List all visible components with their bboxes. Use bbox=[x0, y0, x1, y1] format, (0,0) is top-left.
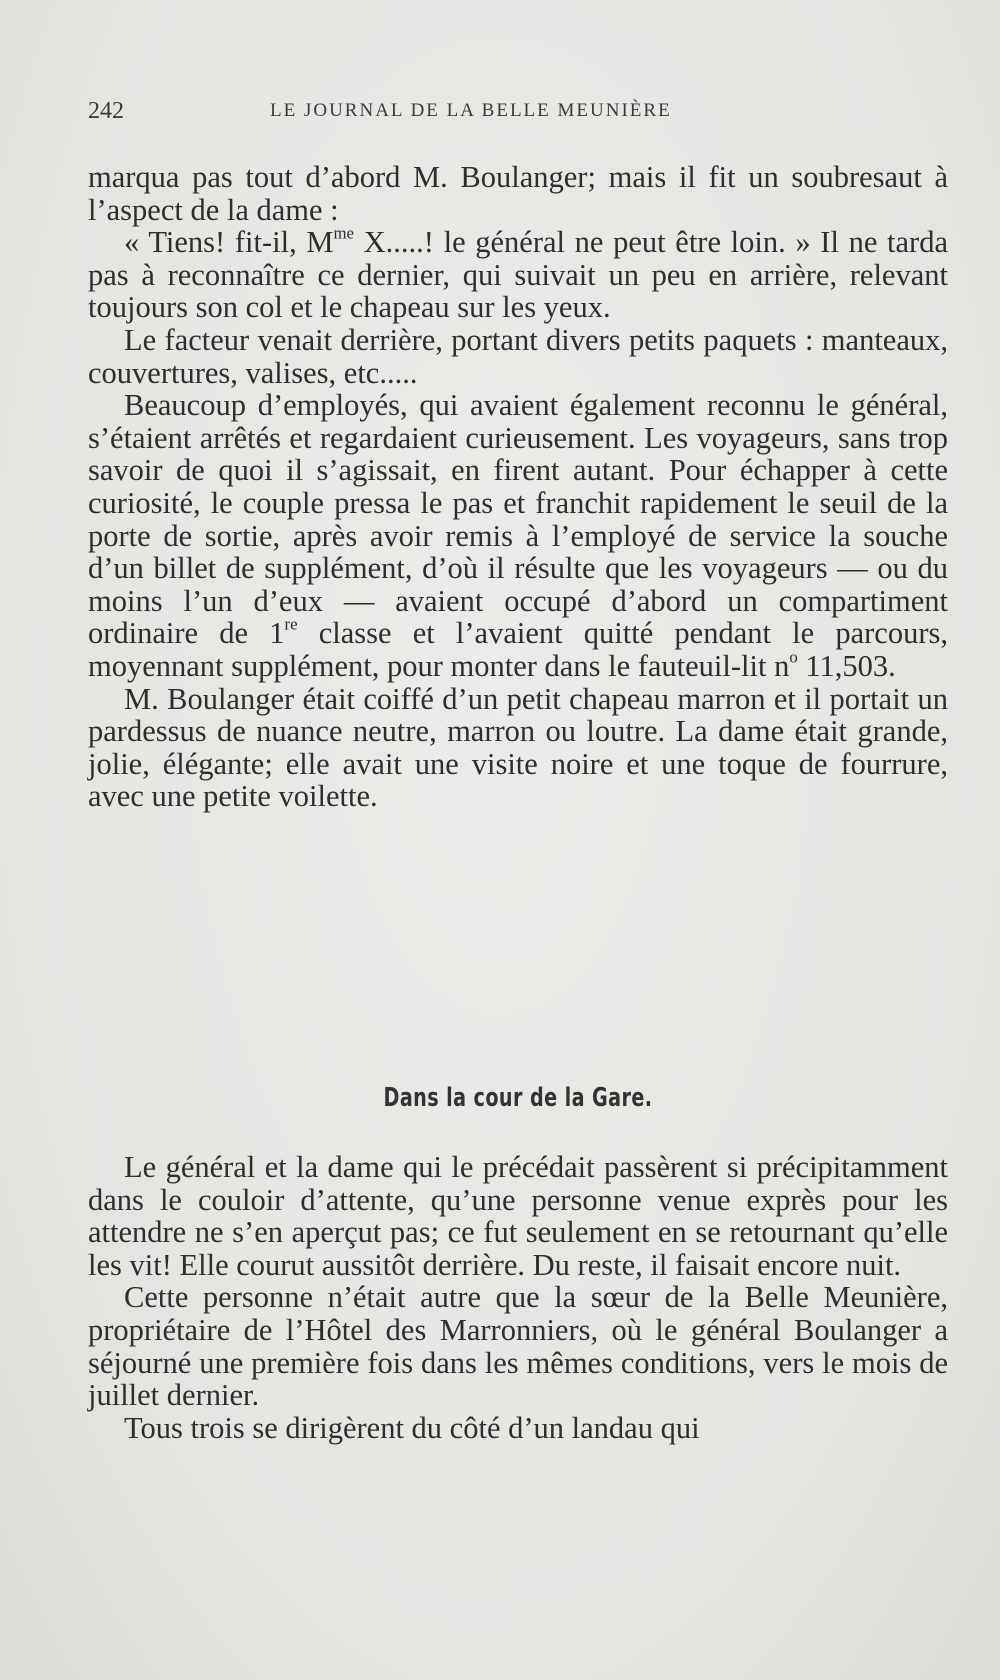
superscript: o bbox=[789, 647, 798, 667]
superscript: me bbox=[333, 223, 354, 243]
paragraph: M. Boulanger était coiffé d’un petit chapeau marron et il portait un pardessus de nuance neutre, marron ou loutre. La dame était grande, jolie, élégante; elle avait une visite noire et une toque de fourrure, avec une petite voilette. bbox=[88, 681, 948, 814]
paragraph bbox=[88, 223, 948, 325]
paragraph: marqua pas tout d’abord M. Boulanger; mais il fit un soubresaut à l’aspect de la dame : bbox=[88, 160, 948, 227]
paragraph-text: classe et l’avaient quitté pendant le parcours, moyennant supplément, pour monter dans le fauteuil-lit n bbox=[88, 616, 948, 683]
paragraph: Cette personne n’était autre que la sœur de la Belle Meunière, propriétaire de l’Hôtel des Marronniers, où le général Boulanger a séjourné une première fois dans les mêmes conditions, vers le mois de juillet dernier. bbox=[88, 1280, 948, 1413]
text-block-top bbox=[88, 161, 948, 813]
paragraph: Tous trois se dirigèrent du côté d’un landau qui bbox=[124, 1410, 700, 1445]
paragraph-text: Beaucoup d’employés, qui avaient également reconnu le général, s’étaient arrêtés et regardaient curieusement. Les voyageurs, sans trop savoir de quoi il s’agissait, en firent autant. Pour échapper à cette curiosité, le couple pressa le pas et franchit rapidement le seuil de la porte de sortie, après avoir remis à l’employé de service la souche d’un billet de supplément, d’où il résulte que les voyageurs — ou du moins l’un d’eux — avaient occupé d’abord un compartiment ordinaire de 1 bbox=[88, 388, 948, 651]
paragraph-text: X.....! le général ne peut être loin. » Il ne tarda pas à reconnaître ce dernier, qui suivait un peu en arrière, relevant toujours son col et le chapeau sur les yeux. bbox=[88, 225, 948, 325]
paragraph: Le général et la dame qui le précédait passèrent si précipitamment dans le couloir d’attente, qu’une personne venue exprès pour les attendre ne s’en aperçut pas; ce fut seulement en se retournant qu’elle les vit! Elle courut aussitôt derrière. Du reste, il faisait encore nuit. bbox=[88, 1150, 948, 1282]
running-head bbox=[88, 98, 948, 128]
text-block-bottom bbox=[88, 1151, 948, 1444]
section-heading: Dans la cour de la Gare. bbox=[383, 1083, 653, 1113]
superscript: re bbox=[284, 614, 298, 634]
page-number: 242 bbox=[88, 98, 124, 124]
paragraph bbox=[88, 389, 948, 682]
paragraph-text: « Tiens! fit-il, M bbox=[124, 225, 334, 260]
paragraph-text: 11,503. bbox=[797, 648, 896, 683]
running-title: LE JOURNAL DE LA BELLE MEUNIÈRE bbox=[270, 100, 672, 121]
paragraph: Le facteur venait derrière, portant divers petits paquets : manteaux, couvertures, valises, etc..... bbox=[88, 322, 948, 390]
